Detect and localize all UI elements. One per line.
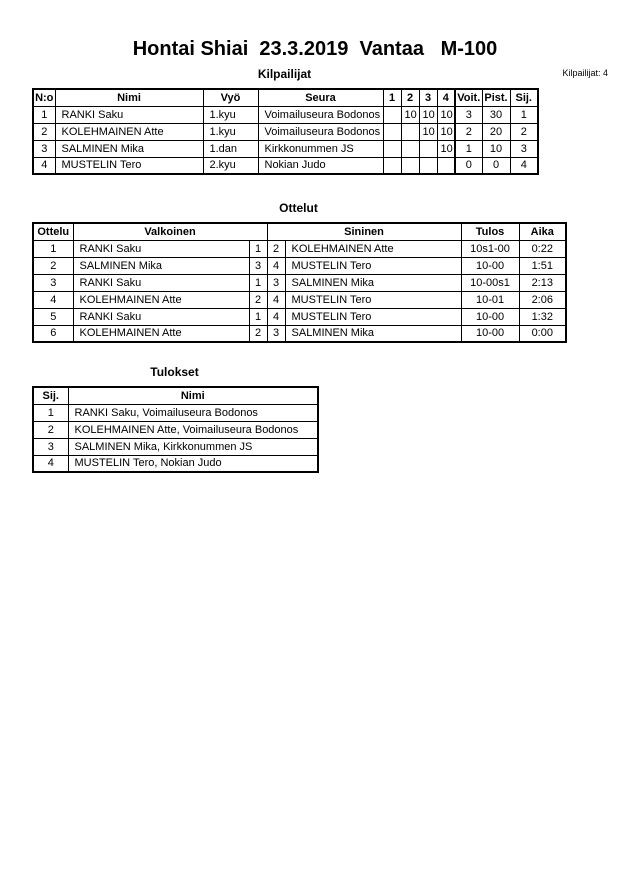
cell-nro: 2 — [33, 123, 55, 140]
cell-valkoinen: KOLEHMAINEN Atte — [73, 325, 249, 342]
header-seura: Seura — [258, 89, 383, 106]
cell-nro: 1 — [33, 106, 55, 123]
header-sij: Sij. — [510, 89, 538, 106]
cell-tulos: 10-00 — [461, 308, 519, 325]
header-vyo: Vyö — [203, 89, 258, 106]
header-pist: Pist. — [482, 89, 510, 106]
cell-sininen: KOLEHMAINEN Atte — [285, 240, 461, 257]
competitors-count-label: Kilpailijat: 4 — [562, 68, 608, 78]
cell-white-number: 2 — [249, 291, 267, 308]
cell-aika: 0:00 — [519, 325, 566, 342]
cell-seura: Voimailuseura Bodonos — [258, 123, 383, 140]
header-col3: 3 — [419, 89, 437, 106]
header-valkoinen: Valkoinen — [73, 223, 267, 240]
cell-sininen: MUSTELIN Tero — [285, 257, 461, 274]
cell-ottelu: 3 — [33, 274, 73, 291]
cell-score1 — [383, 157, 401, 174]
cell-nimi: RANKI Saku — [55, 106, 203, 123]
table-row — [33, 140, 538, 157]
cell-score2: 10 — [401, 106, 419, 123]
cell-tulos: 10-00s1 — [461, 274, 519, 291]
section-title-kilpailijat: Kilpailijat — [257, 67, 312, 81]
cell-sij: 2 — [33, 421, 68, 438]
cell-score3: 10 — [419, 123, 437, 140]
cell-voit: 3 — [455, 106, 482, 123]
cell-tulos: 10-00 — [461, 257, 519, 274]
header-sij: Sij. — [33, 387, 68, 404]
cell-score3 — [419, 157, 437, 174]
header-tulos: Tulos — [461, 223, 519, 240]
cell-blue-number: 4 — [267, 291, 285, 308]
header-ottelu: Ottelu — [33, 223, 73, 240]
cell-seura: Kirkkonummen JS — [258, 140, 383, 157]
cell-white-number: 2 — [249, 325, 267, 342]
cell-voit: 0 — [455, 157, 482, 174]
section-title-tulokset: Tulokset — [150, 365, 199, 379]
cell-vyo: 1.dan — [203, 140, 258, 157]
section-title-ottelut: Ottelut — [279, 201, 318, 215]
cell-nro: 4 — [33, 157, 55, 174]
cell-pist: 30 — [482, 106, 510, 123]
cell-score3: 10 — [419, 106, 437, 123]
cell-nimi: MUSTELIN Tero — [55, 157, 203, 174]
cell-white-number: 3 — [249, 257, 267, 274]
cell-aika: 2:13 — [519, 274, 566, 291]
cell-score2 — [401, 123, 419, 140]
cell-sininen: SALMINEN Mika — [285, 325, 461, 342]
page-title: Hontai Shiai 23.3.2019 Vantaa M-100 — [132, 38, 498, 60]
table-header-row — [33, 89, 538, 106]
table-row — [33, 308, 566, 325]
table-row — [33, 157, 538, 174]
cell-tulos: 10-00 — [461, 325, 519, 342]
cell-seura: Nokian Judo — [258, 157, 383, 174]
table-header-row — [33, 387, 318, 404]
cell-score1 — [383, 140, 401, 157]
cell-sij: 3 — [510, 140, 538, 157]
cell-nimi: RANKI Saku, Voimailuseura Bodonos — [68, 404, 318, 421]
cell-blue-number: 3 — [267, 274, 285, 291]
table-row — [33, 404, 318, 421]
header-nro: N:o — [33, 89, 55, 106]
header-col2: 2 — [401, 89, 419, 106]
cell-ottelu: 6 — [33, 325, 73, 342]
cell-ottelu: 5 — [33, 308, 73, 325]
cell-sij: 4 — [33, 455, 68, 472]
cell-nimi: SALMINEN Mika, Kirkkonummen JS — [68, 438, 318, 455]
header-sininen: Sininen — [267, 223, 461, 240]
cell-score1 — [383, 106, 401, 123]
cell-valkoinen: SALMINEN Mika — [73, 257, 249, 274]
header-voit: Voit. — [455, 89, 482, 106]
cell-sininen: MUSTELIN Tero — [285, 291, 461, 308]
cell-voit: 1 — [455, 140, 482, 157]
cell-sij: 1 — [33, 404, 68, 421]
table-row — [33, 123, 538, 140]
cell-seura: Voimailuseura Bodonos — [258, 106, 383, 123]
cell-valkoinen: RANKI Saku — [73, 308, 249, 325]
cell-blue-number: 3 — [267, 325, 285, 342]
header-nimi: Nimi — [68, 387, 318, 404]
cell-nimi: KOLEHMAINEN Atte — [55, 123, 203, 140]
cell-pist: 10 — [482, 140, 510, 157]
cell-aika: 2:06 — [519, 291, 566, 308]
table-row — [33, 325, 566, 342]
header-col1: 1 — [383, 89, 401, 106]
cell-white-number: 1 — [249, 240, 267, 257]
cell-blue-number: 4 — [267, 257, 285, 274]
table-row — [33, 438, 318, 455]
table-row — [33, 257, 566, 274]
cell-valkoinen: RANKI Saku — [73, 240, 249, 257]
cell-pist: 0 — [482, 157, 510, 174]
cell-sij: 3 — [33, 438, 68, 455]
table-row — [33, 274, 566, 291]
cell-aika: 0:22 — [519, 240, 566, 257]
cell-aika: 1:32 — [519, 308, 566, 325]
table-row — [33, 291, 566, 308]
cell-sininen: MUSTELIN Tero — [285, 308, 461, 325]
table-row — [33, 240, 566, 257]
cell-nimi: MUSTELIN Tero, Nokian Judo — [68, 455, 318, 472]
cell-score2 — [401, 140, 419, 157]
cell-blue-number: 2 — [267, 240, 285, 257]
cell-score1 — [383, 123, 401, 140]
header-aika: Aika — [519, 223, 566, 240]
cell-vyo: 2.kyu — [203, 157, 258, 174]
cell-pist: 20 — [482, 123, 510, 140]
table-row — [33, 106, 538, 123]
cell-score4: 10 — [437, 106, 455, 123]
competitors-table — [32, 88, 539, 175]
cell-nimi: SALMINEN Mika — [55, 140, 203, 157]
cell-ottelu: 2 — [33, 257, 73, 274]
cell-nimi: KOLEHMAINEN Atte, Voimailuseura Bodonos — [68, 421, 318, 438]
cell-aika: 1:51 — [519, 257, 566, 274]
header-nimi: Nimi — [55, 89, 203, 106]
header-col4: 4 — [437, 89, 455, 106]
cell-white-number: 1 — [249, 308, 267, 325]
cell-white-number: 1 — [249, 274, 267, 291]
cell-score3 — [419, 140, 437, 157]
cell-score4 — [437, 157, 455, 174]
cell-vyo: 1.kyu — [203, 106, 258, 123]
cell-nro: 3 — [33, 140, 55, 157]
cell-ottelu: 4 — [33, 291, 73, 308]
matches-table — [32, 222, 567, 343]
cell-ottelu: 1 — [33, 240, 73, 257]
cell-sij: 1 — [510, 106, 538, 123]
cell-sininen: SALMINEN Mika — [285, 274, 461, 291]
cell-voit: 2 — [455, 123, 482, 140]
cell-score2 — [401, 157, 419, 174]
cell-valkoinen: RANKI Saku — [73, 274, 249, 291]
cell-blue-number: 4 — [267, 308, 285, 325]
cell-tulos: 10s1-00 — [461, 240, 519, 257]
results-table — [32, 386, 319, 473]
table-row — [33, 421, 318, 438]
cell-sij: 2 — [510, 123, 538, 140]
cell-tulos: 10-01 — [461, 291, 519, 308]
table-header-row — [33, 223, 566, 240]
cell-valkoinen: KOLEHMAINEN Atte — [73, 291, 249, 308]
cell-score4: 10 — [437, 140, 455, 157]
table-row — [33, 455, 318, 472]
cell-vyo: 1.kyu — [203, 123, 258, 140]
cell-score4: 10 — [437, 123, 455, 140]
cell-sij: 4 — [510, 157, 538, 174]
